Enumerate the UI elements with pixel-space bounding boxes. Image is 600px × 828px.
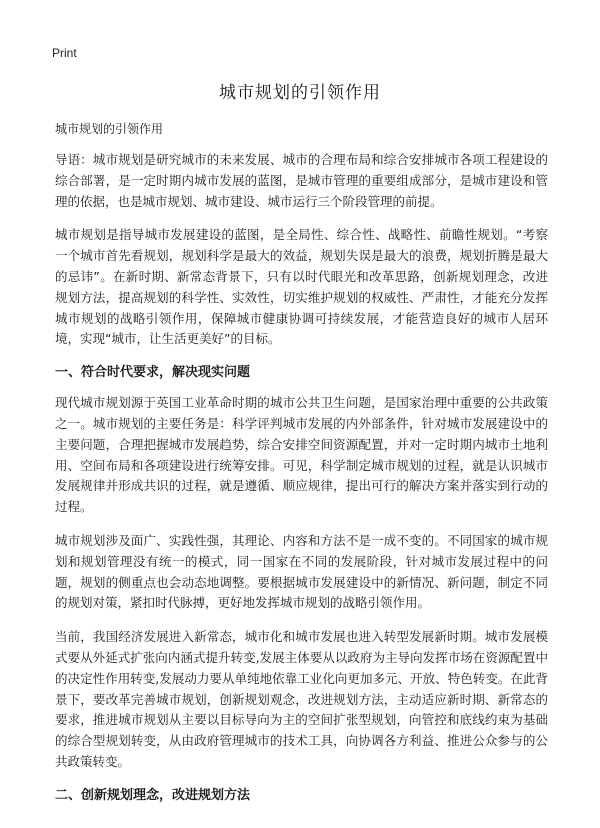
article-body	[55, 150, 548, 816]
page-title: 城市规划的引领作用	[219, 83, 381, 103]
body-paragraph: 城市规划涉及面广、实践性强，其理论、内容和方法不是一成不变的。不同国家的城市规划和规划管理没有统一的模式，同一国家在不同的发展阶段，针对城市发展过程中的问题，规划的侧重点也会动态地调整。要根据城市发展建设中的新情况、新问题，制定不同的规划对策，紧扣时代脉搏，更好地发挥城市规划的战略引领作用。	[55, 532, 548, 611]
section-heading: 二、创新规划理念，改进规划方法	[55, 787, 251, 803]
intro-paragraph: 导语：城市规划是研究城市的未来发展、城市的合理布局和综合安排城市各项工程建设的综合部署，是一定时期内城市发展的蓝图，是城市管理的重要组成部分，是城市建设和管理的依据，也是城市规划、城市建设、城市运行三个阶段管理的前提。	[55, 152, 548, 209]
print-link[interactable]: Print	[52, 46, 77, 60]
section-heading: 一、符合时代要求，解决现实问题	[55, 365, 251, 381]
article-subtitle: 城市规划的引领作用	[55, 122, 164, 136]
body-paragraph: 城市规划是指导城市发展建设的蓝图，是全局性、综合性、战略性、前瞻性规划。“考察一个城市首先看规划，规划科学是最大的效益，规划失误是最大的浪费，规划折腾是最大的忌讳”。在新时期、新常态背景下，只有以时代眼光和改革思路，创新规划理念，改进规划方法，提高规划的科学性、实效性，切实维护规划的权威性、严肃性，才能充分发挥城市规划的战略引领作用，保障城市健康协调可持续发展，才能营造良好的城市人居环境，实现“城市，让生活更美好”的目标。	[55, 227, 548, 347]
body-paragraph: 当前，我国经济发展进入新常态，城市化和城市发展也进入转型发展新时期。城市发展模式要从外延式扩张向内涵式提升转变,发展主体要从以政府为主导向发挥市场在资源配置中的决定性作用转变,发展动力要从单纯地依靠工业化向更加多元、开放、特色转变。在此背景下，要改革完善城市规划，创新规划观念，改进规划方法，主动适应新时期、新常态的要求，推进城市规划从主要以目标导向为主的空间扩张型规划，向管控和底线约束为基础的综合型规划转变，从由政府管理城市的技术工具，向协调各方利益、推进公众参与的公共政策转变。	[55, 629, 548, 769]
body-paragraph: 现代城市规划源于英国工业革命时期的城市公共卫生问题，是国家治理中重要的公共政策之一。城市规划的主要任务是：科学评判城市发展的内外部条件，针对城市发展建设中的主要问题，合理把握城市发展趋势，综合安排空间资源配置，并对一定时期内城市土地利用、空间布局和各项建设进行统筹安排。可见，科学制定城市规划的过程，就是认识城市发展规律并形成共识的过程，就是遵循、顺应规律，提出可行的解决方案并落实到行动的过程。	[55, 395, 548, 515]
